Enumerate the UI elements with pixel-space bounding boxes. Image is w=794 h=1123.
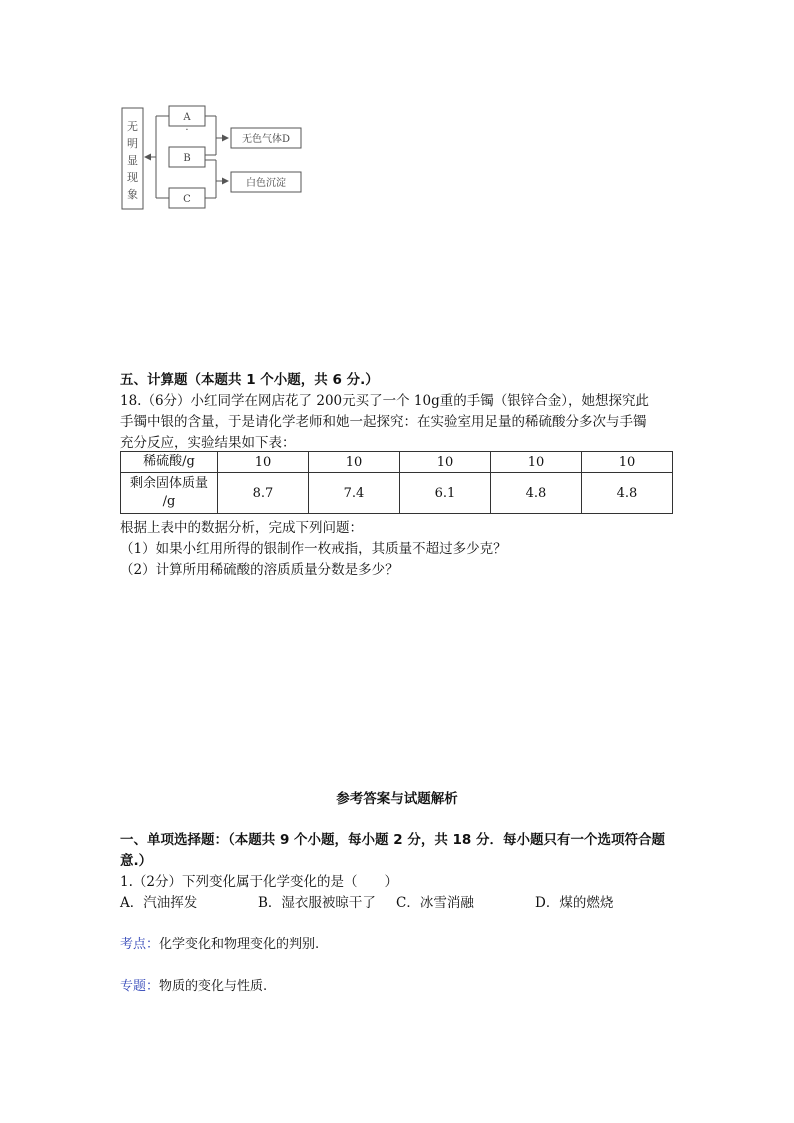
- box-b-label: B: [183, 153, 191, 164]
- colorless-gas-label: 无色气体D: [241, 134, 291, 145]
- white-precipitate-label: 白色沉淀: [246, 178, 286, 189]
- dot-mark: ·: [185, 125, 189, 136]
- option-a: A．汽油挥发: [120, 895, 198, 911]
- box-c-label: C: [183, 194, 191, 205]
- q18-line1: 18.（6分）小红同学在网店花了 200元买了一个 10g重的手镯（银锌合金），她想探究此: [120, 393, 649, 409]
- table-header-cell: [121, 473, 218, 514]
- flow-diagram: [118, 100, 308, 215]
- q18-line3: 充分反应，实验结果如下表：: [120, 435, 296, 451]
- table-row: [121, 473, 673, 514]
- sub-question-2: （2）计算所用稀硫酸的溶质质量分数是多少？: [120, 562, 399, 578]
- table-cell: 4.8: [491, 473, 582, 514]
- kaodian-text: 化学变化和物理变化的判别.: [159, 937, 320, 952]
- after-table-text: 根据上表中的数据分析，完成下列问题：: [120, 520, 363, 536]
- left-box-char: 明: [127, 137, 138, 150]
- question-1: 1.（2分）下列变化属于化学变化的是（ ）: [120, 874, 398, 890]
- results-table: [120, 451, 673, 514]
- section1-title-line1: 一、单项选择题：（本题共 9 个小题，每小题 2 分，共 18 分．每小题只有一个选项符合题: [120, 832, 666, 848]
- section5-title: 五、计算题（本题共 1 个小题，共 6 分.）: [120, 372, 379, 388]
- table-cell: 10: [491, 452, 582, 473]
- kaodian-row: [120, 933, 319, 952]
- header-line: /g: [162, 494, 176, 509]
- table-cell: 10: [582, 452, 673, 473]
- left-box-char: 现: [127, 171, 138, 184]
- left-box-char: 无: [127, 120, 138, 133]
- zhuanti-row: [120, 975, 267, 994]
- box-a-label: A: [183, 112, 191, 123]
- table-cell: 8.7: [218, 473, 309, 514]
- zhuanti-text: 物质的变化与性质.: [159, 979, 268, 994]
- option-b: B．湿衣服被晾干了: [258, 895, 376, 911]
- option-d: D．煤的燃烧: [535, 895, 614, 911]
- option-c: C．冰雪消融: [396, 895, 474, 911]
- section1-title-line2: 意.）: [120, 853, 153, 869]
- table-cell: 10: [309, 452, 400, 473]
- sub-question-1: （1）如果小红用所得的银制作一枚戒指，其质量不超过多少克？: [120, 541, 507, 557]
- left-box-char: 象: [127, 188, 138, 201]
- header-line: 剩余固体质量: [129, 476, 208, 491]
- table-cell: 10: [400, 452, 491, 473]
- table-cell: 6.1: [400, 473, 491, 514]
- table-cell: 10: [218, 452, 309, 473]
- left-box-char: 显: [127, 154, 138, 167]
- table-cell: 7.4: [309, 473, 400, 514]
- table-header-cell: 稀硫酸/g: [121, 452, 218, 473]
- zhuanti-label: 专题：: [120, 979, 160, 994]
- table-cell: 4.8: [582, 473, 673, 514]
- table-row: [121, 452, 673, 473]
- answers-title: 参考答案与试题解析: [336, 791, 458, 807]
- q18-line2: 手镯中银的含量，于是请化学老师和她一起探究：在实验室用足量的稀硫酸分多次与手镯: [120, 414, 647, 430]
- kaodian-label: 考点：: [120, 937, 160, 952]
